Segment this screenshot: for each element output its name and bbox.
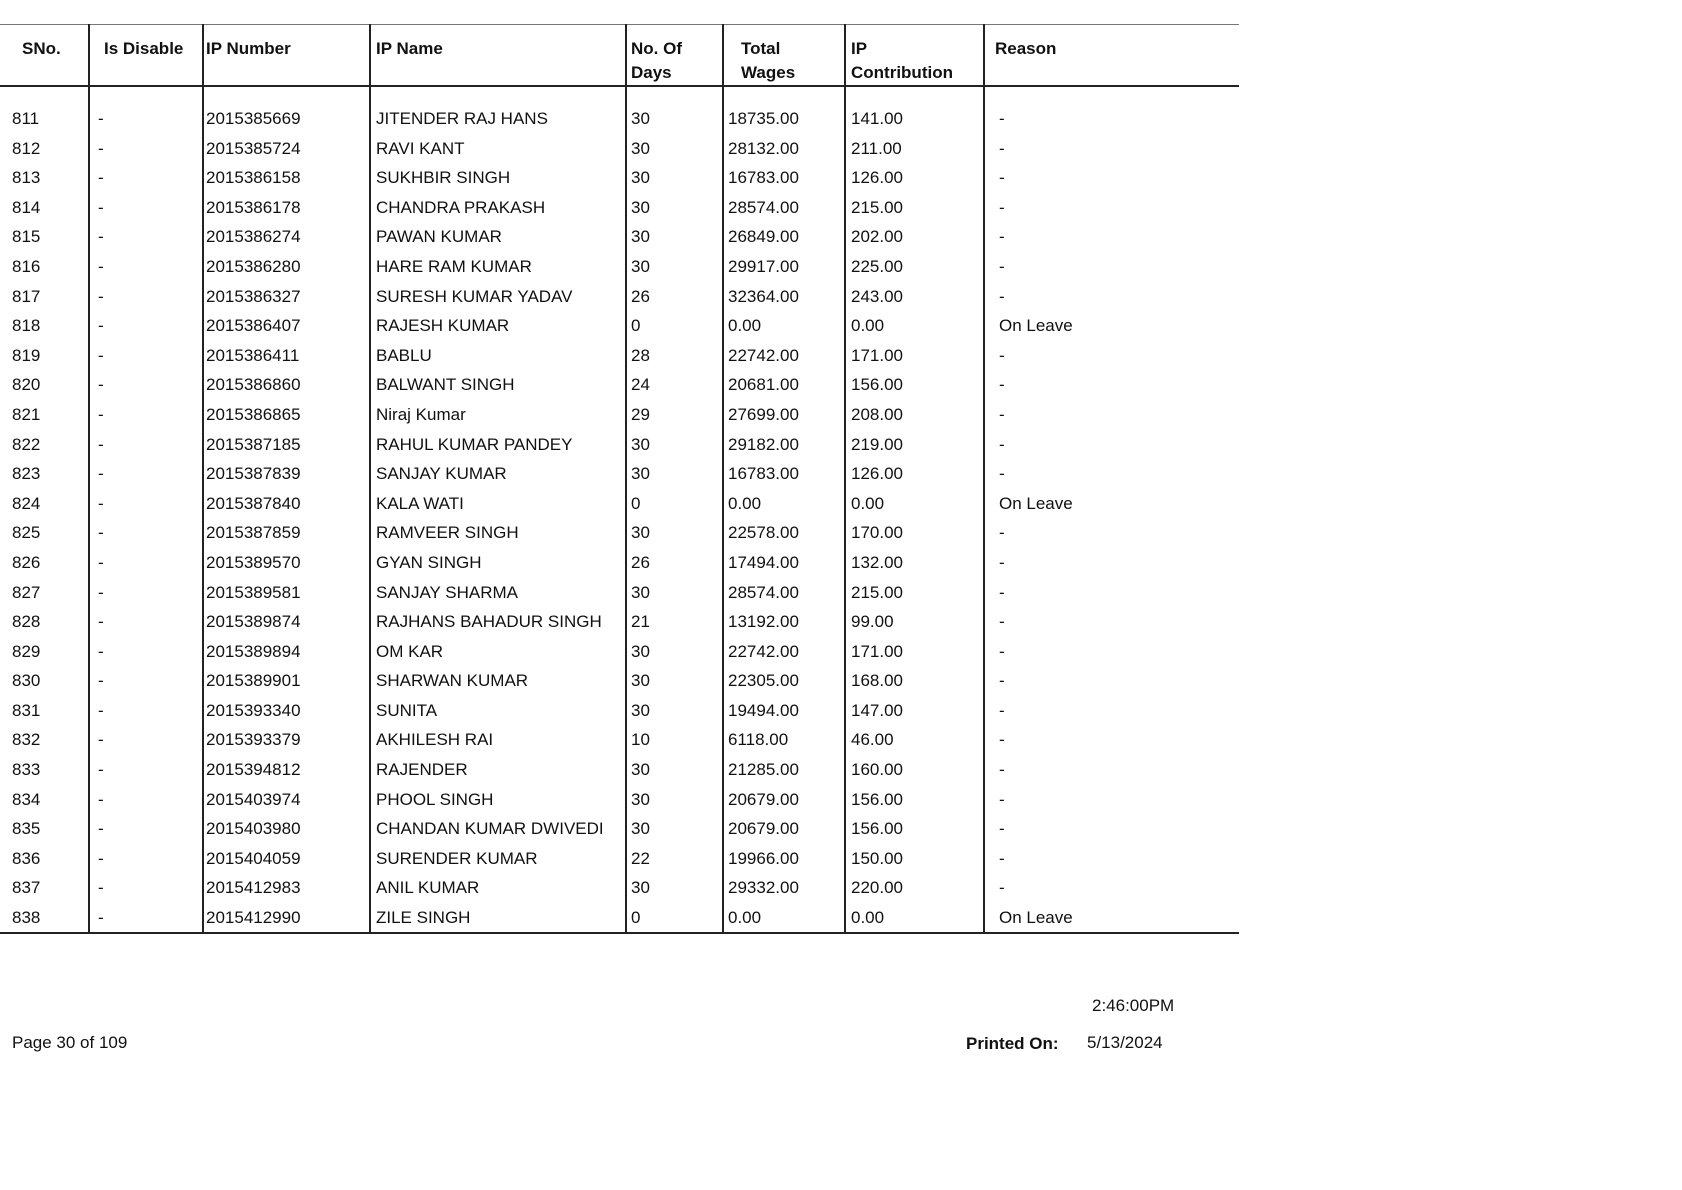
cell-is-disable: -	[89, 222, 203, 252]
cell-sno: 836	[0, 844, 89, 874]
cell-days: 30	[626, 785, 723, 815]
cell-total-wages: 20679.00	[723, 814, 845, 844]
cell-ip-number: 2015387840	[203, 489, 370, 519]
cell-days: 10	[626, 725, 723, 755]
cell-total-wages: 32364.00	[723, 282, 845, 312]
cell-days: 30	[626, 222, 723, 252]
table-header	[0, 25, 1239, 87]
cell-ip-name: PHOOL SINGH	[370, 785, 626, 815]
cell-total-wages: 19966.00	[723, 844, 845, 874]
cell-reason: -	[984, 341, 1239, 371]
cell-reason: -	[984, 252, 1239, 282]
cell-reason: -	[984, 755, 1239, 785]
cell-ip-contribution: 225.00	[845, 252, 984, 282]
header-is-disable	[89, 25, 203, 87]
table-row	[0, 607, 1239, 637]
table-row	[0, 222, 1239, 252]
cell-ip-contribution: 215.00	[845, 578, 984, 608]
cell-ip-contribution: 126.00	[845, 163, 984, 193]
table-row	[0, 903, 1239, 933]
table-row	[0, 104, 1239, 134]
table-row	[0, 785, 1239, 815]
cell-ip-contribution: 46.00	[845, 725, 984, 755]
table-row	[0, 873, 1239, 903]
cell-ip-name: RAVI KANT	[370, 134, 626, 164]
header-reason-label: Reason	[995, 39, 1057, 58]
cell-reason: -	[984, 370, 1239, 400]
cell-total-wages: 27699.00	[723, 400, 845, 430]
cell-ip-name: BALWANT SINGH	[370, 370, 626, 400]
cell-total-wages: 22578.00	[723, 518, 845, 548]
cell-reason: -	[984, 696, 1239, 726]
table-row	[0, 459, 1239, 489]
cell-ip-contribution: 168.00	[845, 666, 984, 696]
header-is-disable-label: Is Disable	[104, 39, 184, 58]
cell-is-disable: -	[89, 252, 203, 282]
header-reason	[984, 25, 1239, 87]
cell-ip-contribution: 0.00	[845, 903, 984, 933]
cell-is-disable: -	[89, 134, 203, 164]
cell-sno: 837	[0, 873, 89, 903]
cell-is-disable: -	[89, 370, 203, 400]
table-row	[0, 252, 1239, 282]
cell-reason: -	[984, 430, 1239, 460]
cell-ip-name: ZILE SINGH	[370, 903, 626, 933]
cell-total-wages: 20679.00	[723, 785, 845, 815]
cell-reason: -	[984, 193, 1239, 223]
cell-days: 0	[626, 489, 723, 519]
header-days	[626, 25, 723, 87]
cell-days: 26	[626, 282, 723, 312]
cell-reason: -	[984, 725, 1239, 755]
header-contrib-line1: IP	[851, 39, 868, 58]
cell-days: 30	[626, 252, 723, 282]
cell-sno: 824	[0, 489, 89, 519]
header-ip-number	[203, 25, 370, 87]
cell-ip-name: RAJESH KUMAR	[370, 311, 626, 341]
table-row	[0, 134, 1239, 164]
cell-days: 30	[626, 696, 723, 726]
cell-ip-name: SURENDER KUMAR	[370, 844, 626, 874]
cell-reason: -	[984, 785, 1239, 815]
cell-sno: 821	[0, 400, 89, 430]
cell-ip-name: AKHILESH RAI	[370, 725, 626, 755]
cell-reason: -	[984, 459, 1239, 489]
cell-sno: 817	[0, 282, 89, 312]
cell-sno: 819	[0, 341, 89, 371]
table-row	[0, 518, 1239, 548]
cell-ip-number: 2015387839	[203, 459, 370, 489]
cell-ip-number: 2015393340	[203, 696, 370, 726]
table-row	[0, 163, 1239, 193]
cell-days: 26	[626, 548, 723, 578]
cell-days: 29	[626, 400, 723, 430]
cell-ip-number: 2015387185	[203, 430, 370, 460]
cell-ip-contribution: 215.00	[845, 193, 984, 223]
cell-total-wages: 29917.00	[723, 252, 845, 282]
table-row	[0, 725, 1239, 755]
cell-days: 30	[626, 755, 723, 785]
cell-ip-contribution: 220.00	[845, 873, 984, 903]
cell-ip-name: JITENDER RAJ HANS	[370, 104, 626, 134]
printed-on-label: Printed On:	[966, 1034, 1059, 1053]
header-sno-label: SNo.	[22, 39, 61, 58]
cell-sno: 832	[0, 725, 89, 755]
cell-ip-number: 2015386865	[203, 400, 370, 430]
cell-is-disable: -	[89, 430, 203, 460]
cell-total-wages: 28574.00	[723, 193, 845, 223]
cell-is-disable: -	[89, 193, 203, 223]
cell-sno: 816	[0, 252, 89, 282]
table-row	[0, 666, 1239, 696]
cell-sno: 827	[0, 578, 89, 608]
cell-days: 30	[626, 163, 723, 193]
header-days-line1: No. Of	[631, 39, 682, 58]
cell-is-disable: -	[89, 903, 203, 933]
cell-ip-number: 2015389581	[203, 578, 370, 608]
cell-total-wages: 22742.00	[723, 341, 845, 371]
cell-is-disable: -	[89, 400, 203, 430]
cell-days: 28	[626, 341, 723, 371]
cell-sno: 815	[0, 222, 89, 252]
cell-sno: 822	[0, 430, 89, 460]
cell-ip-name: RAJHANS BAHADUR SINGH	[370, 607, 626, 637]
cell-total-wages: 13192.00	[723, 607, 845, 637]
cell-ip-number: 2015387859	[203, 518, 370, 548]
cell-ip-number: 2015386407	[203, 311, 370, 341]
cell-sno: 811	[0, 104, 89, 134]
cell-sno: 834	[0, 785, 89, 815]
cell-sno: 813	[0, 163, 89, 193]
cell-ip-name: RAJENDER	[370, 755, 626, 785]
cell-sno: 820	[0, 370, 89, 400]
cell-ip-number: 2015386327	[203, 282, 370, 312]
cell-is-disable: -	[89, 844, 203, 874]
cell-ip-number: 2015389570	[203, 548, 370, 578]
table-row	[0, 282, 1239, 312]
cell-ip-name: KALA WATI	[370, 489, 626, 519]
cell-sno: 835	[0, 814, 89, 844]
header-ip-name-label: IP Name	[376, 39, 443, 58]
cell-total-wages: 17494.00	[723, 548, 845, 578]
cell-ip-number: 2015403974	[203, 785, 370, 815]
header-row	[0, 25, 1239, 87]
cell-ip-name: Niraj Kumar	[370, 400, 626, 430]
header-contrib-line2: Contribution	[851, 63, 953, 82]
cell-ip-contribution: 171.00	[845, 341, 984, 371]
header-ip-number-label: IP Number	[206, 39, 291, 58]
cell-reason: -	[984, 104, 1239, 134]
page-number: Page 30 of 109	[12, 1033, 128, 1052]
cell-reason: -	[984, 814, 1239, 844]
cell-ip-name: OM KAR	[370, 637, 626, 667]
cell-total-wages: 22305.00	[723, 666, 845, 696]
cell-ip-contribution: 0.00	[845, 311, 984, 341]
header-total-wages	[723, 25, 845, 87]
cell-total-wages: 18735.00	[723, 104, 845, 134]
cell-ip-number: 2015386274	[203, 222, 370, 252]
cell-reason: -	[984, 163, 1239, 193]
cell-ip-number: 2015412983	[203, 873, 370, 903]
cell-total-wages: 6118.00	[723, 725, 845, 755]
cell-total-wages: 28132.00	[723, 134, 845, 164]
cell-reason: On Leave	[984, 903, 1239, 933]
cell-sno: 825	[0, 518, 89, 548]
cell-ip-contribution: 0.00	[845, 489, 984, 519]
cell-reason: -	[984, 400, 1239, 430]
cell-ip-name: ANIL KUMAR	[370, 873, 626, 903]
cell-is-disable: -	[89, 282, 203, 312]
cell-total-wages: 0.00	[723, 311, 845, 341]
cell-ip-contribution: 219.00	[845, 430, 984, 460]
cell-is-disable: -	[89, 637, 203, 667]
cell-total-wages: 29182.00	[723, 430, 845, 460]
cell-ip-contribution: 156.00	[845, 785, 984, 815]
cell-ip-name: HARE RAM KUMAR	[370, 252, 626, 282]
cell-reason: -	[984, 282, 1239, 312]
table-row	[0, 548, 1239, 578]
cell-days: 30	[626, 637, 723, 667]
cell-total-wages: 28574.00	[723, 578, 845, 608]
cell-is-disable: -	[89, 311, 203, 341]
cell-ip-number: 2015389874	[203, 607, 370, 637]
cell-days: 30	[626, 578, 723, 608]
cell-ip-contribution: 208.00	[845, 400, 984, 430]
cell-is-disable: -	[89, 104, 203, 134]
cell-reason: On Leave	[984, 489, 1239, 519]
cell-ip-name: CHANDAN KUMAR DWIVEDI	[370, 814, 626, 844]
table-body	[0, 86, 1239, 933]
header-sno	[0, 25, 89, 87]
cell-sno: 833	[0, 755, 89, 785]
cell-reason: -	[984, 607, 1239, 637]
cell-is-disable: -	[89, 873, 203, 903]
cell-is-disable: -	[89, 518, 203, 548]
table-spacer-row	[0, 86, 1239, 104]
cell-ip-number: 2015394812	[203, 755, 370, 785]
table-row	[0, 814, 1239, 844]
cell-ip-number: 2015386280	[203, 252, 370, 282]
table-row	[0, 430, 1239, 460]
cell-ip-number: 2015386178	[203, 193, 370, 223]
cell-ip-name: RAMVEER SINGH	[370, 518, 626, 548]
header-wages-line1: Total	[741, 39, 781, 58]
contribution-table	[0, 24, 1239, 934]
cell-total-wages: 0.00	[723, 489, 845, 519]
cell-reason: -	[984, 666, 1239, 696]
cell-total-wages: 0.00	[723, 903, 845, 933]
header-wages-line2: Wages	[741, 63, 796, 82]
cell-days: 22	[626, 844, 723, 874]
table-row	[0, 696, 1239, 726]
cell-ip-contribution: 99.00	[845, 607, 984, 637]
cell-reason: -	[984, 637, 1239, 667]
cell-is-disable: -	[89, 163, 203, 193]
cell-sno: 838	[0, 903, 89, 933]
cell-ip-contribution: 211.00	[845, 134, 984, 164]
cell-total-wages: 22742.00	[723, 637, 845, 667]
cell-total-wages: 16783.00	[723, 163, 845, 193]
cell-is-disable: -	[89, 696, 203, 726]
table-row	[0, 370, 1239, 400]
cell-ip-contribution: 150.00	[845, 844, 984, 874]
table-row	[0, 341, 1239, 371]
cell-is-disable: -	[89, 341, 203, 371]
cell-ip-number: 2015385724	[203, 134, 370, 164]
cell-days: 30	[626, 134, 723, 164]
table-row	[0, 637, 1239, 667]
cell-ip-contribution: 170.00	[845, 518, 984, 548]
table-row	[0, 844, 1239, 874]
header-days-line2: Days	[631, 63, 672, 82]
cell-ip-number: 2015386158	[203, 163, 370, 193]
cell-ip-contribution: 171.00	[845, 637, 984, 667]
cell-reason: -	[984, 134, 1239, 164]
cell-sno: 829	[0, 637, 89, 667]
cell-ip-number: 2015403980	[203, 814, 370, 844]
cell-total-wages: 20681.00	[723, 370, 845, 400]
cell-days: 30	[626, 666, 723, 696]
cell-reason: -	[984, 844, 1239, 874]
cell-days: 30	[626, 814, 723, 844]
table-row	[0, 311, 1239, 341]
cell-ip-contribution: 141.00	[845, 104, 984, 134]
cell-sno: 818	[0, 311, 89, 341]
cell-ip-number: 2015404059	[203, 844, 370, 874]
cell-ip-contribution: 202.00	[845, 222, 984, 252]
cell-total-wages: 21285.00	[723, 755, 845, 785]
table-row	[0, 489, 1239, 519]
cell-ip-contribution: 156.00	[845, 370, 984, 400]
cell-total-wages: 16783.00	[723, 459, 845, 489]
cell-days: 30	[626, 430, 723, 460]
cell-ip-name: SHARWAN KUMAR	[370, 666, 626, 696]
cell-ip-name: SURESH KUMAR YADAV	[370, 282, 626, 312]
cell-is-disable: -	[89, 785, 203, 815]
cell-days: 21	[626, 607, 723, 637]
cell-ip-contribution: 243.00	[845, 282, 984, 312]
cell-sno: 814	[0, 193, 89, 223]
table-row	[0, 193, 1239, 223]
cell-ip-name: GYAN SINGH	[370, 548, 626, 578]
cell-ip-contribution: 160.00	[845, 755, 984, 785]
cell-days: 30	[626, 518, 723, 548]
cell-ip-name: RAHUL KUMAR PANDEY	[370, 430, 626, 460]
cell-days: 0	[626, 903, 723, 933]
cell-reason: -	[984, 873, 1239, 903]
header-ip-contribution	[845, 25, 984, 87]
cell-total-wages: 29332.00	[723, 873, 845, 903]
cell-ip-number: 2015386411	[203, 341, 370, 371]
cell-ip-number: 2015412990	[203, 903, 370, 933]
cell-ip-number: 2015393379	[203, 725, 370, 755]
cell-is-disable: -	[89, 489, 203, 519]
cell-ip-name: SANJAY KUMAR	[370, 459, 626, 489]
cell-reason: -	[984, 518, 1239, 548]
cell-is-disable: -	[89, 548, 203, 578]
cell-sno: 828	[0, 607, 89, 637]
cell-ip-contribution: 132.00	[845, 548, 984, 578]
cell-sno: 830	[0, 666, 89, 696]
cell-days: 30	[626, 459, 723, 489]
cell-ip-number: 2015385669	[203, 104, 370, 134]
cell-ip-name: SUNITA	[370, 696, 626, 726]
cell-reason: On Leave	[984, 311, 1239, 341]
table-row	[0, 578, 1239, 608]
cell-ip-name: SUKHBIR SINGH	[370, 163, 626, 193]
cell-is-disable: -	[89, 459, 203, 489]
cell-is-disable: -	[89, 814, 203, 844]
cell-ip-name: PAWAN KUMAR	[370, 222, 626, 252]
cell-ip-contribution: 156.00	[845, 814, 984, 844]
cell-days: 30	[626, 104, 723, 134]
table-row	[0, 755, 1239, 785]
cell-days: 30	[626, 873, 723, 903]
cell-reason: -	[984, 222, 1239, 252]
cell-is-disable: -	[89, 725, 203, 755]
printed-on-date: 5/13/2024	[1087, 1033, 1163, 1052]
cell-ip-name: SANJAY SHARMA	[370, 578, 626, 608]
cell-sno: 823	[0, 459, 89, 489]
cell-is-disable: -	[89, 607, 203, 637]
cell-reason: -	[984, 578, 1239, 608]
table-row	[0, 400, 1239, 430]
cell-ip-number: 2015389901	[203, 666, 370, 696]
header-ip-name	[370, 25, 626, 87]
cell-sno: 826	[0, 548, 89, 578]
cell-reason: -	[984, 548, 1239, 578]
cell-ip-contribution: 147.00	[845, 696, 984, 726]
cell-sno: 812	[0, 134, 89, 164]
cell-sno: 831	[0, 696, 89, 726]
cell-total-wages: 26849.00	[723, 222, 845, 252]
cell-ip-name: CHANDRA PRAKASH	[370, 193, 626, 223]
cell-days: 0	[626, 311, 723, 341]
cell-total-wages: 19494.00	[723, 696, 845, 726]
cell-ip-number: 2015386860	[203, 370, 370, 400]
cell-is-disable: -	[89, 755, 203, 785]
cell-ip-number: 2015389894	[203, 637, 370, 667]
cell-is-disable: -	[89, 666, 203, 696]
cell-days: 24	[626, 370, 723, 400]
cell-days: 30	[626, 193, 723, 223]
print-time: 2:46:00PM	[1092, 996, 1175, 1015]
cell-ip-contribution: 126.00	[845, 459, 984, 489]
cell-ip-name: BABLU	[370, 341, 626, 371]
cell-is-disable: -	[89, 578, 203, 608]
